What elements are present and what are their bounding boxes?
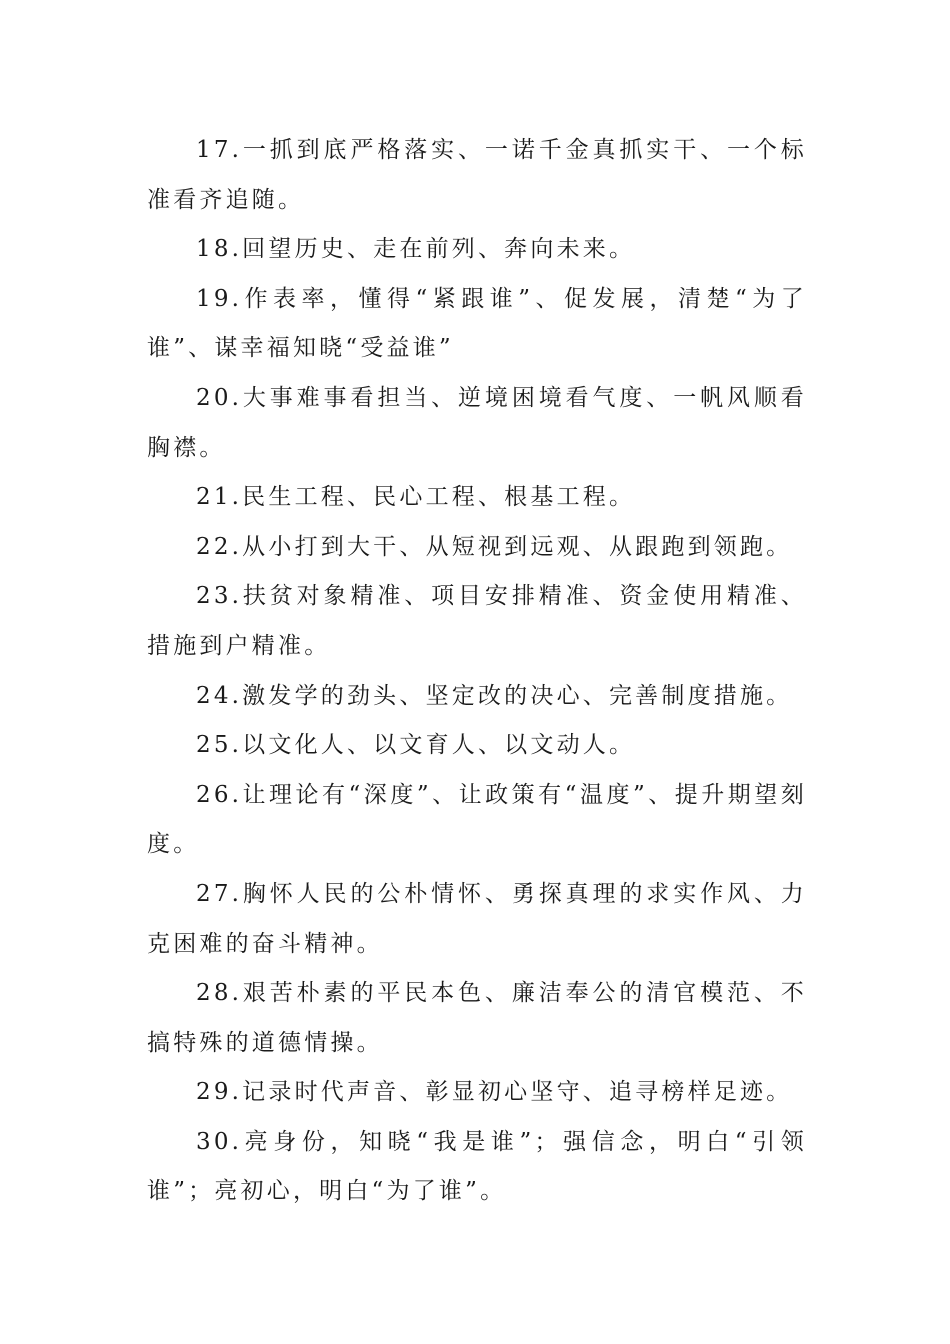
- document-body: [147, 126, 807, 1217]
- list-item-25: 25.以文化人、以文育人、以文动人。: [196, 732, 636, 759]
- list-item-29: 29.记录时代声音、彰显初心坚守、追寻榜样足迹。: [196, 1079, 793, 1106]
- list-item-28: 28.艰苦朴素的平民本色、廉洁奉公的清官模范、不搞特殊的道德情操。: [147, 980, 807, 1056]
- list-item-30: 30.亮身份，知晓“我是谁”；强信念，明白“引领谁”；亮初心，明白“为了谁”。: [147, 1128, 807, 1205]
- list-item-20: 20.大事难事看担当、逆境困境看气度、一帆风顺看胸襟。: [147, 384, 807, 461]
- list-item-17: 17.一抓到底严格落实、一诺千金真抓实干、一个标准看齐追随。: [147, 137, 807, 213]
- list-item-21: 21.民生工程、民心工程、根基工程。: [196, 484, 636, 511]
- list-item-26: 26.让理论有“深度”、让政策有“温度”、提升期望刻度。: [147, 781, 807, 858]
- list-item-27: 27.胸怀人民的公朴情怀、勇探真理的求实作风、力克困难的奋斗精神。: [147, 880, 807, 957]
- list-item-18: 18.回望历史、走在前列、奔向未来。: [196, 236, 636, 263]
- list-item-24: 24.激发学的劲头、坚定改的决心、完善制度措施。: [196, 682, 793, 709]
- list-item-23: 23.扶贫对象精准、项目安排精准、资金使用精准、措施到户精准。: [147, 583, 807, 659]
- list-item-22: 22.从小打到大干、从短视到远观、从跟跑到领跑。: [196, 533, 793, 560]
- list-item-19: 19.作表率，懂得“紧跟谁”、促发展，清楚“为了谁”、谋幸福知晓“受益谁”: [147, 285, 807, 362]
